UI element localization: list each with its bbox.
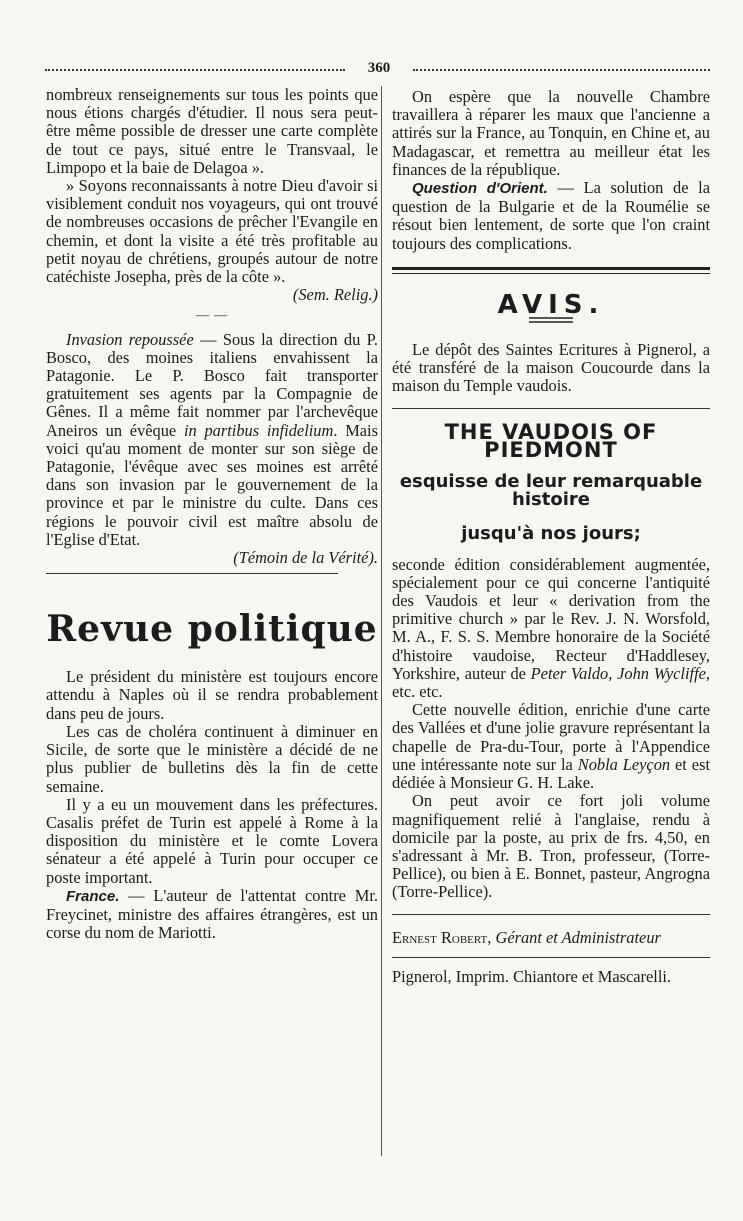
article-lead: Question d'Orient.	[412, 180, 548, 198]
article-text: — Sous la direction du P. Bosco, des moines italiens envahissent la Patagonie. Le P. Bosco fait transporter gratuitement ses agents par la Compagnie de Gênes. Il a même fait nommer par l'archevêque Aneiros un évêque	[46, 329, 379, 440]
ad-paragraph	[392, 556, 710, 702]
source-signature: (Témoin de la Vérité).	[233, 548, 378, 568]
section-rule	[392, 408, 710, 409]
separator: — —	[195, 307, 229, 323]
section-rule	[46, 573, 338, 574]
ad-paragraph: On peut avoir ce fort joli volume magnifiquement relié à l'anglaise, rendu à domicile par la poste, au prix de frs. 4,50, en s'adressant à Mr. B. Tron, professeur, (Torre-Pellice), ou bien à E. Bonnet, pasteur, Angrogna (Torre-Pellice).	[392, 791, 710, 902]
paragraph: Le président du ministère est toujours encore attendu à Naples où il se rendra probablement dans peu de jours.	[46, 667, 378, 723]
article-text: — La solution de la question de la Bulgarie et de la Roumélie se résout bien lentement, de sorte que l'on craint toujours des complications.	[392, 178, 710, 253]
ad-text: et est dédiée à Monsieur G. H. Lake.	[392, 754, 711, 793]
article-orient	[392, 179, 710, 253]
ad-title: THE VAUDOIS OF PIEDMONT	[444, 419, 658, 462]
gerant-role: Gérant et Administrateur	[495, 927, 661, 947]
latin-phrase: in partibus infidelium	[183, 420, 334, 440]
article-lead: Invasion repoussée	[66, 329, 194, 349]
article-invasion	[46, 331, 378, 549]
avis-text: Le dépôt des Saintes Ecritures à Pignerol, a été transféré de la maison Coucourde dans la maison du Temple vaudois.	[392, 340, 710, 396]
article-text: — L'auteur de l'attentat contre Mr. Freycinet, ministre des affaires étrangères, est un corse du nom de Mariotti.	[46, 885, 378, 943]
paragraph: On espère que la nouvelle Chambre travaillera à réparer les maux que l'ancienne a attirés sur la France, au Tonquin, en Chine et, au Madagascar, et remettra au meilleur état les finances de la république.	[392, 87, 710, 179]
book-titles: Peter Valdo, John Wycliffe,	[530, 663, 710, 683]
ad-text: Cette nouvelle édition, enrichie d'une carte des Vallées et d'une jolie gravure représentant la chapelle de Pra-du-Tour, porte à l'Appendice une intéressante note sur la	[392, 700, 710, 774]
header-rule-right	[413, 69, 710, 71]
ad-text: etc. etc.	[392, 682, 443, 702]
article-france	[46, 887, 378, 943]
ad-subtitle: jusqu'à nos jours;	[461, 523, 641, 545]
ornament-icon	[529, 316, 573, 324]
paragraph: » Soyons reconnaissants à notre Dieu d'avoir si visiblement conduit nos voyageurs, qui ont trouvé de nombreuses occasions de prêcher l'Evangile en chemin, et dont la visite a été très profitable au petit noyau de chrétiens, groupés autour de notre catéchiste Josepha, près de la côte ».	[46, 176, 378, 287]
publisher-line	[392, 929, 710, 947]
column-divider	[381, 86, 382, 1156]
section-rule	[392, 957, 710, 958]
page-header	[45, 60, 710, 76]
paragraph: Les cas de choléra continuent à diminuer en Sicile, de sorte que le ministère a décidé de ne plus publier de bulletins dès la fin de cette semaine.	[46, 721, 378, 796]
avis-heading: AVIS.	[497, 289, 605, 320]
right-column	[392, 88, 710, 986]
ad-subtitle: esquisse de leur remarquable histoire	[399, 471, 703, 511]
article-lead: France.	[66, 887, 120, 905]
paragraph: Il y a eu un mouvement dans les préfectures. Casalis préfet de Turin est appelé à Rome à la disposition du ministère et le comte Lovera sénateur a été appelé à Turin pour occuper ce poste important.	[46, 794, 378, 887]
source-signature: (Sem. Relig.)	[292, 285, 378, 305]
article-text: . Mais voici qu'au moment de monter sur son siège de Patagonie, l'évêque avec ses moines est arrêté dans son invasion par le gouvernement de la province et par le ministre du culte. Dans ces régions le pouvoir civil est maître absolu de l'Eglise d'Etat.	[46, 420, 378, 549]
paragraph: nombreux renseignements sur tous les points que nous étions chargés d'étudier. Il nous sera peut-être même possible de dresser une carte complète de tout ce pays, situé entre le Transvaal, le Limpopo et la baie de Delagoa ».	[46, 85, 378, 177]
left-column	[46, 86, 378, 942]
ad-text: seconde édition considérablement augmentée, spécialement pour ce qui concerne l'antiquité des Vaudois et leur « derivation from the primitive church » par le Rev. J. N. Worsfold, M. A., F. S. S. Membre honoraire de la Société d'histoire vaudoise, Recteur d'Haddlesey, Yorkshire, auteur de	[392, 554, 710, 683]
section-rule	[392, 914, 710, 915]
gerant-name: Ernest Robert,	[392, 927, 492, 947]
page-number: 360	[367, 60, 391, 76]
book-title: Nobla Leyçon	[577, 754, 671, 774]
section-heading: Revue politique	[46, 608, 378, 651]
imprint-line: Pignerol, Imprim. Chiantore et Mascarelli.	[392, 966, 672, 986]
header-rule-left	[45, 69, 345, 71]
ad-paragraph	[392, 701, 710, 792]
ornament-rule	[392, 316, 710, 327]
double-rule	[392, 267, 710, 274]
